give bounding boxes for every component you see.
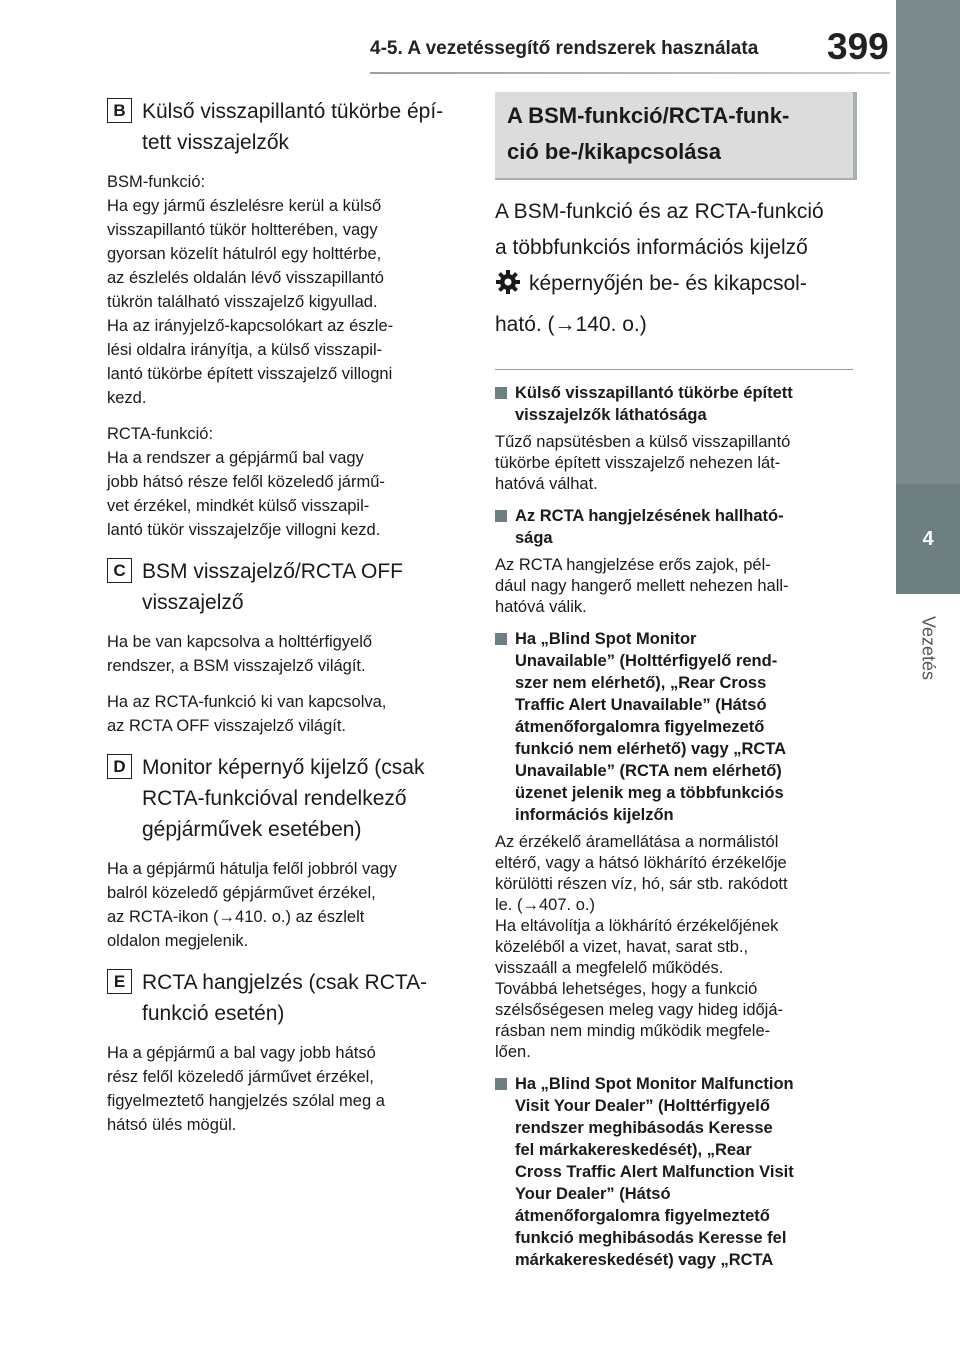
item-title: BSM visszajelző/RCTA OFF visszajelző [142,560,403,614]
letter-box-c: C [107,558,132,583]
item-title: RCTA hangjelzés (csak RCTA- funkció esetén) [142,971,428,1025]
letter-box-e: E [107,969,132,994]
item-paragraph: RCTA-funkció: Ha a rendszer a gépjármű bal vagy jobb hátsó része felől közeledő jármű- vet érzékel, mindkét külső visszapil- lantó tükör visszajelzője villogni kezd. [107,425,385,539]
item-c [107,556,462,738]
page-header [0,0,960,82]
note-text: Az RCTA hangjelzése erős zajok, pél- dául nagy hangerő mellett nehezen hall- hatóvá válik. [495,556,789,616]
note-title: Az RCTA hangjelzésének hallható- sága [515,507,784,547]
letter-box-d: D [107,754,132,779]
note-title: Külső visszapillantó tükörbe épített visszajelzők láthatósága [515,384,793,424]
chapter-label-box [896,594,960,704]
note-title: Ha „Blind Spot Monitor Malfunction Visit Your Dealer” (Holttérfigyelő rendszer meghibásodás Keresse fel márkakereskedését), „Rear Cross Traffic Alert Malfunction Visit Your Dealer” (Hátsó átmenőforgalomra figyelmeztető funkció meghibásodás Keresse fel márkakereskedését) vagy „RCTA [515,1075,794,1269]
item-paragraph: Ha a gépjármű a bal vagy jobb hátsó rész felől közeledő járművet érzékel, figyelmeztető hangjelzés szólal meg a hátsó ülés mögül. [107,1044,385,1134]
section-intro: A BSM-funkció és az RCTA-funkció a többfunkciós információs kijelző képernyőjén be- és kikapcsol- ható. (→140. o.) [495,200,824,336]
bullet-square-icon [495,387,507,399]
chapter-number: 4 [896,484,960,594]
note-text: Tűző napsütésben a külső visszapillantó tükörbe épített visszajelző nehezen lát- hatóvá válhat. [495,433,791,493]
right-column [495,92,855,1271]
item-paragraph: Ha a gépjármű hátulja felől jobbról vagy balról közeledő gépjárművet érzékel, az RCTA-ikon (→410. o.) az észlelt oldalon megjelenik. [107,860,397,950]
bullet-square-icon [495,633,507,645]
item-paragraph: BSM-funkció: Ha egy jármű észlelésre kerül a külső visszapillantó tükör holtterében, vagy gyorsan közelít hátulról egy holttérbe, az észlelés oldalán lévő visszapillantó tükrön található visszajelző kigyullad. Ha az irányjelző-kapcsolókart az észle- lési oldalra irányítja, a külső visszapil- lantó tükörbe épített visszajelző villogni kezd. [107,173,394,407]
item-b [107,96,462,542]
item-d [107,752,462,953]
note-unavailable [495,628,855,1063]
bullet-square-icon [495,510,507,522]
letter-box-b: B [107,98,132,123]
chapter-tab-lower [896,704,960,1352]
item-paragraph: Ha be van kapcsolva a holttérfigyelő rendszer, a BSM visszajelző világít. [107,633,373,675]
item-paragraph: Ha az RCTA-funkció ki van kapcsolva, az RCTA OFF visszajelző világít. [107,693,387,735]
chapter-label: Vezetés [918,615,939,681]
page-number: 399 [827,26,889,67]
note-title: Ha „Blind Spot Monitor Unavailable” (Holttérfigyelő rend- szer nem elérhető), „Rear Cross Traffic Alert Unavailable” (Hátsó átmenőforgalomra figyelmezető funkció nem elérhető) vagy „RCTA Unavailable” (RCTA nem elérhető) üzenet jelenik meg a többfunkciós információs kijelzőn [515,630,787,824]
section-divider [495,369,853,370]
section-header-title: 4-5. A vezetéssegítő rendszerek használata [370,38,759,59]
bullet-square-icon [495,1078,507,1090]
note-malfunction [495,1073,855,1271]
item-title: Külső visszapillantó tükörbe épí- tett visszajelzők [142,100,444,154]
left-column [107,96,462,1151]
item-title: Monitor képernyő kijelző (csak RCTA-funkcióval rendelkező gépjárművek esetében) [142,756,425,841]
item-e [107,967,462,1137]
note-visibility [495,382,855,495]
chapter-tab-bar [896,0,960,484]
note-audibility [495,505,855,618]
section-title-line: ció be-/kikapcsolása [507,139,721,164]
section-title-line: A BSM-funkció/RCTA-funk- [507,103,790,128]
section-heading-box [495,92,857,180]
note-text: Az érzékelő áramellátása a normálistól eltérő, vagy a hátsó lökhárító érzékelője körülötti részen víz, hó, sár stb. rakódott le. (→407. o.) Ha eltávolítja a lökhárító érzékelőjének közeléből a vizet, havat, sarat stb., visszaáll a megfelelő működés. Továbbá lehetséges, hogy a funkció szélsőségesen meleg vagy hideg időjá- rásban nem mindig működik megfele- lően. [495,833,788,1061]
header-rule [370,72,890,74]
gear-icon [495,269,521,307]
